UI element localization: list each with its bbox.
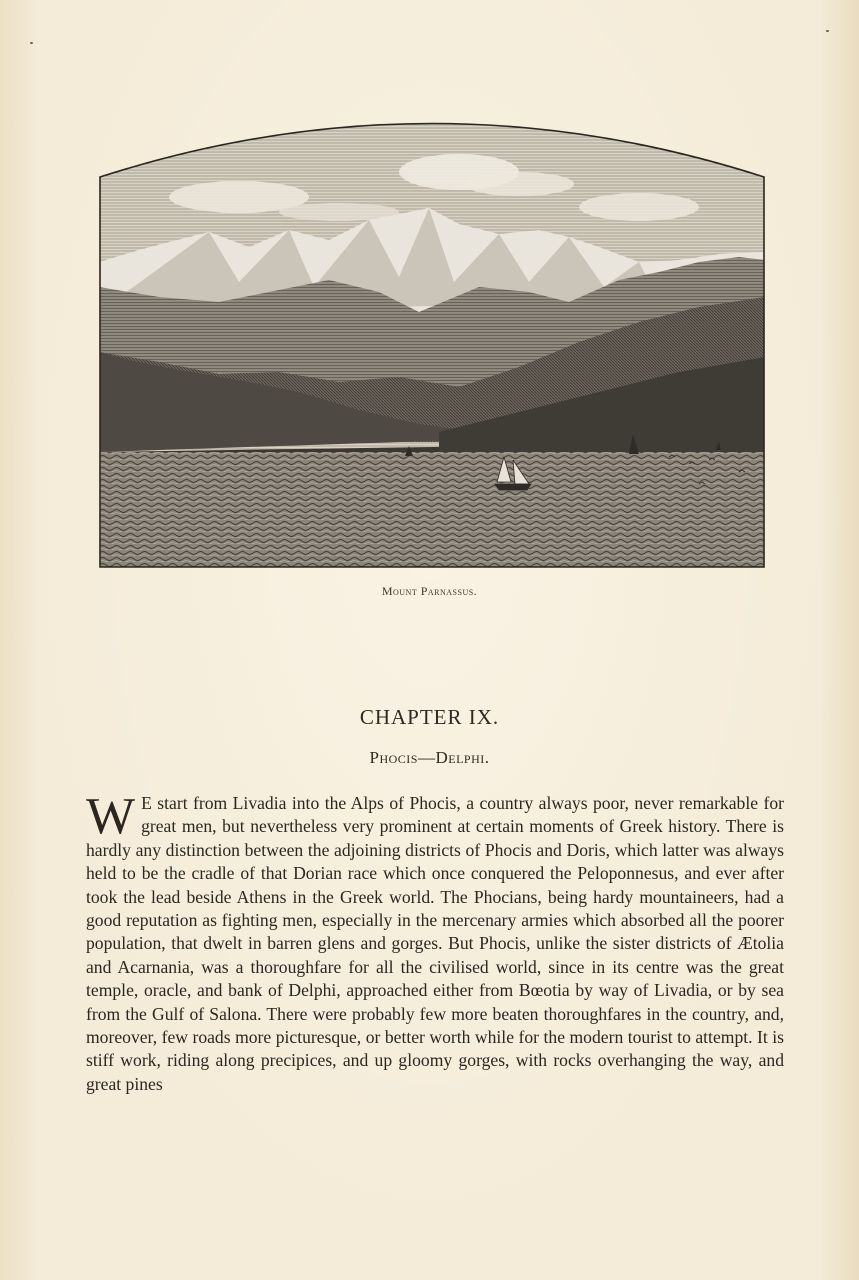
mount-parnassus-engraving [99,112,765,568]
drop-cap: W [86,788,136,845]
chapter-subtitle: Phocis—Delphi. [369,748,490,767]
body-paragraph [86,788,784,1096]
chapter-heading: CHAPTER IX. [359,705,500,729]
paper-speck [30,42,33,44]
paragraph-text: E start from Livadia into the Alps of Phocis, a country always poor, never remarkable for great men, but nevertheless very prominent at certain moments of Greek history. There is hardly any distinction between the adjoining districts of Phocis and Doris, which latter was always held to be the cradle of that Dorian race which once conquered the Peloponnesus, and ever after took the lead beside Athens in the Greek world. The Phocians, being hardy mountaineers, had a good reputation as fighting men, especially in the mercenary armies which absorbed all the poorer population, that dwelt in barren glens and gorges. But Phocis, unlike the sister districts of Ætolia and Acarnania, was a thoroughfare for all the civilised world, since in its centre was the great temple, oracle, and bank of Delphi, approached either from Bœotia by way of Livadia, or by sea from the Gulf of Salona. There were probably few more beaten thoroughfares in the country, and, moreover, few roads more picturesque, or better worth while for the modern tourist to attempt. It is stiff work, riding along precipices, and up gloomy gorges, with rocks overhanging the way, and great pines [86,793,784,1094]
plate-caption: Mount Parnassus. [381,584,478,598]
paper-speck [826,30,829,32]
